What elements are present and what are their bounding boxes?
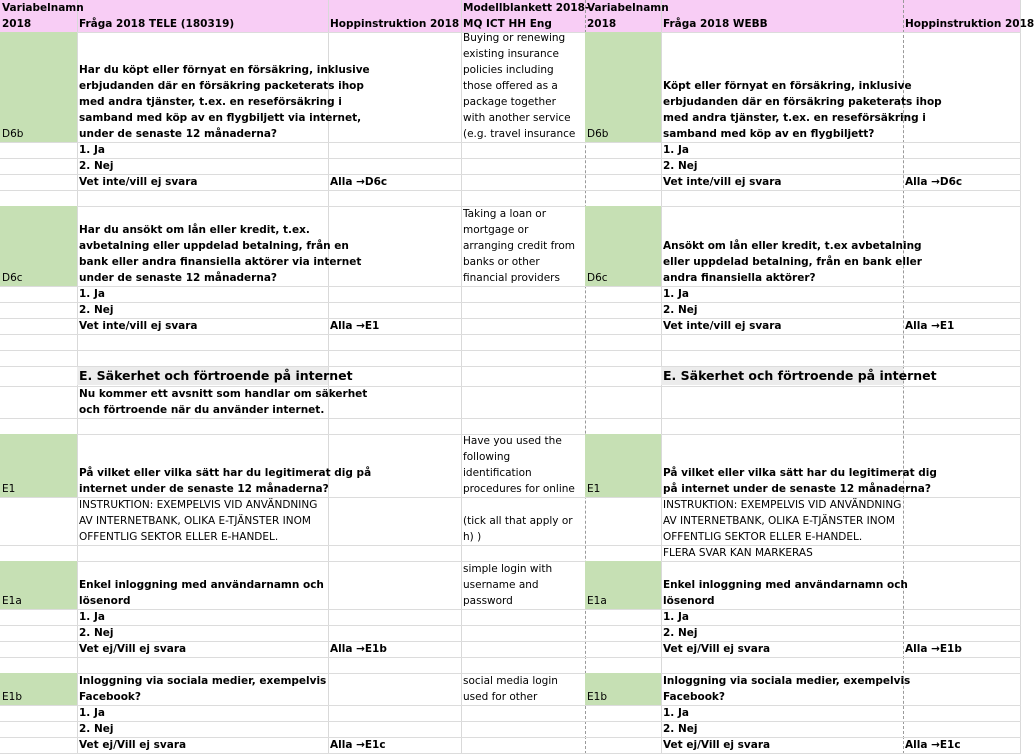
header-model-form-name: MQ ICT HH Eng xyxy=(463,18,552,30)
skip-instruction: Alla →D6c xyxy=(330,176,388,188)
header-skip-tele: Hoppinstruktion 2018 xyxy=(330,18,460,30)
option-ja: 1. Ja xyxy=(79,611,105,623)
variable-e1b-webb: E1b xyxy=(587,691,607,703)
option-ja-webb: 1. Ja xyxy=(663,707,689,719)
question-text-webb: Ansökt om lån eller kredit, t.ex avbetalning xyxy=(663,240,922,252)
option-ja: 1. Ja xyxy=(79,288,105,300)
skip-instruction: Alla →E1c xyxy=(330,739,386,751)
option-vet-ej-webb: Vet ej/Vill ej svara xyxy=(663,643,771,655)
variable-e1a: E1a xyxy=(2,595,22,607)
instruction-text-webb: FLERA SVAR KAN MARKERAS xyxy=(663,547,813,559)
question-text-webb: Enkel inloggning med användarnamn och xyxy=(663,579,908,591)
english-text: (e.g. travel insurance xyxy=(463,128,576,140)
variable-e1b: E1b xyxy=(2,691,22,703)
english-text: banks or other xyxy=(463,256,540,268)
english-text: Taking a loan or xyxy=(463,208,547,220)
question-text: under de senaste 12 månaderna? xyxy=(79,128,278,140)
section-intro: Nu kommer ett avsnitt som handlar om säkerhet xyxy=(79,388,368,400)
header-variable-year-webb: 2018 xyxy=(587,18,617,30)
option-nej-webb: 2. Nej xyxy=(663,627,698,639)
english-text: social media login xyxy=(463,675,558,687)
row-line xyxy=(0,190,1021,191)
english-text: identification xyxy=(463,467,532,479)
english-text: username and xyxy=(463,579,539,591)
english-text: h) ) xyxy=(463,531,482,543)
english-text: used for other xyxy=(463,691,538,703)
english-text: existing insurance xyxy=(463,48,559,60)
english-text: procedures for online xyxy=(463,483,575,495)
row-line xyxy=(0,350,1021,351)
question-text: under de senaste 12 månaderna? xyxy=(79,272,278,284)
english-text: password xyxy=(463,595,513,607)
question-text-webb: På vilket eller vilka sätt har du legitimerat dig xyxy=(663,467,937,479)
question-text-webb: på internet under de senaste 12 månaderna? xyxy=(663,483,931,495)
variable-d6b-webb: D6b xyxy=(587,128,609,140)
variable-d6b: D6b xyxy=(2,128,24,140)
skip-instruction-webb: Alla →E1 xyxy=(905,320,955,332)
variable-e1: E1 xyxy=(2,483,16,495)
question-text: bank eller andra finansiella aktörer via internet xyxy=(79,256,362,268)
option-ja: 1. Ja xyxy=(79,707,105,719)
instruction-text-webb: INSTRUKTION: EXEMPELVIS VID ANVÄNDNING xyxy=(663,499,902,511)
section-title-webb: E. Säkerhet och förtroende på internet xyxy=(663,368,937,383)
question-text: erbjudanden där en försäkring packeterats ihop xyxy=(79,80,364,92)
question-text: Enkel inloggning med användarnamn och xyxy=(79,579,324,591)
question-text-webb: samband med köp av en flygbiljett? xyxy=(663,128,875,140)
header-model-form: Modellblankett 2018- xyxy=(463,2,590,14)
question-text: samband med köp av en flygbiljett via internet, xyxy=(79,112,362,124)
instruction-text: INSTRUKTION: EXEMPELVIS VID ANVÄNDNING xyxy=(79,499,318,511)
question-text-webb: erbjudanden där en försäkring paketerats ihop xyxy=(663,96,942,108)
row-line xyxy=(0,418,1021,419)
option-nej-webb: 2. Nej xyxy=(663,304,698,316)
question-text: internet under de senaste 12 månaderna? xyxy=(79,483,329,495)
skip-instruction: Alla →E1b xyxy=(330,643,387,655)
option-ja: 1. Ja xyxy=(79,144,105,156)
question-text-webb: med andra tjänster, t.ex. en reseförsäkring i xyxy=(663,112,926,124)
section-intro: och förtroende när du använder internet. xyxy=(79,404,325,416)
variable-d6c-webb: D6c xyxy=(587,272,608,284)
english-text: Buying or renewing xyxy=(463,32,566,44)
instruction-text: OFFENTLIG SEKTOR ELLER E-HANDEL. xyxy=(79,531,279,543)
instruction-text-webb: AV INTERNETBANK, OLIKA E-TJÄNSTER INOM xyxy=(663,515,895,527)
question-text: Har du ansökt om lån eller kredit, t.ex. xyxy=(79,224,310,236)
english-text: those offered as a xyxy=(463,80,558,92)
option-nej: 2. Nej xyxy=(79,723,114,735)
variable-e1-webb: E1 xyxy=(587,483,601,495)
variable-d6c: D6c xyxy=(2,272,23,284)
english-text: financial providers xyxy=(463,272,560,284)
option-vet-inte-webb: Vet inte/vill ej svara xyxy=(663,320,782,332)
header-variable-name-webb: Variabelnamn xyxy=(587,2,669,14)
section-title: E. Säkerhet och förtroende på internet xyxy=(79,368,353,383)
header-question-webb: Fråga 2018 WEBB xyxy=(663,18,768,30)
option-vet-ej: Vet ej/Vill ej svara xyxy=(79,739,187,751)
question-text: med andra tjänster, t.ex. en reseförsäkring i xyxy=(79,96,342,108)
option-vet-inte-webb: Vet inte/vill ej svara xyxy=(663,176,782,188)
english-text: package together xyxy=(463,96,556,108)
option-ja-webb: 1. Ja xyxy=(663,611,689,623)
english-text: mortgage or xyxy=(463,224,529,236)
option-nej-webb: 2. Nej xyxy=(663,723,698,735)
english-text: (tick all that apply or xyxy=(463,515,573,527)
header-variable-name: Variabelnamn xyxy=(2,2,84,14)
skip-instruction-webb: Alla →D6c xyxy=(905,176,963,188)
english-text: Have you used the xyxy=(463,435,562,447)
row-line xyxy=(0,334,1021,335)
question-text: Facebook? xyxy=(79,691,142,703)
english-text: simple login with xyxy=(463,563,553,575)
english-text: following xyxy=(463,451,511,463)
question-text: Inloggning via sociala medier, exempelvis xyxy=(79,675,327,687)
option-vet-inte: Vet inte/vill ej svara xyxy=(79,320,198,332)
option-vet-ej-webb: Vet ej/Vill ej svara xyxy=(663,739,771,751)
skip-instruction: Alla →E1 xyxy=(330,320,380,332)
question-text-webb: Köpt eller förnyat en försäkring, inklusive xyxy=(663,80,912,92)
option-nej: 2. Nej xyxy=(79,160,114,172)
header-skip-webb: Hoppinstruktion 2018 xyxy=(905,18,1034,30)
question-text-webb: Inloggning via sociala medier, exempelvis xyxy=(663,675,911,687)
english-text: with another service xyxy=(463,112,571,124)
question-text: Har du köpt eller förnyat en försäkring, inklusive xyxy=(79,64,370,76)
header-variable-year: 2018 xyxy=(2,18,32,30)
question-text: lösenord xyxy=(79,595,131,607)
header-question-tele: Fråga 2018 TELE (180319) xyxy=(79,18,235,30)
option-nej: 2. Nej xyxy=(79,627,114,639)
option-vet-inte: Vet inte/vill ej svara xyxy=(79,176,198,188)
option-vet-ej: Vet ej/Vill ej svara xyxy=(79,643,187,655)
question-text-webb: Facebook? xyxy=(663,691,726,703)
skip-instruction-webb: Alla →E1b xyxy=(905,643,962,655)
row-line xyxy=(0,657,1021,658)
option-nej: 2. Nej xyxy=(79,304,114,316)
skip-instruction-webb: Alla →E1c xyxy=(905,739,961,751)
question-text-webb: eller uppdelad betalning, från en bank eller xyxy=(663,256,922,268)
question-text: På vilket eller vilka sätt har du legitimerat dig på xyxy=(79,467,372,479)
variable-e1a-webb: E1a xyxy=(587,595,607,607)
question-text: avbetalning eller uppdelad betalning, från en xyxy=(79,240,349,252)
question-text-webb: andra finansiella aktörer? xyxy=(663,272,816,284)
option-nej-webb: 2. Nej xyxy=(663,160,698,172)
english-text: arranging credit from xyxy=(463,240,576,252)
english-text: policies including xyxy=(463,64,554,76)
question-text-webb: lösenord xyxy=(663,595,715,607)
option-ja-webb: 1. Ja xyxy=(663,288,689,300)
option-ja-webb: 1. Ja xyxy=(663,144,689,156)
instruction-text-webb: OFFENTLIG SEKTOR ELLER E-HANDEL. xyxy=(663,531,863,543)
instruction-text: AV INTERNETBANK, OLIKA E-TJÄNSTER INOM xyxy=(79,515,311,527)
